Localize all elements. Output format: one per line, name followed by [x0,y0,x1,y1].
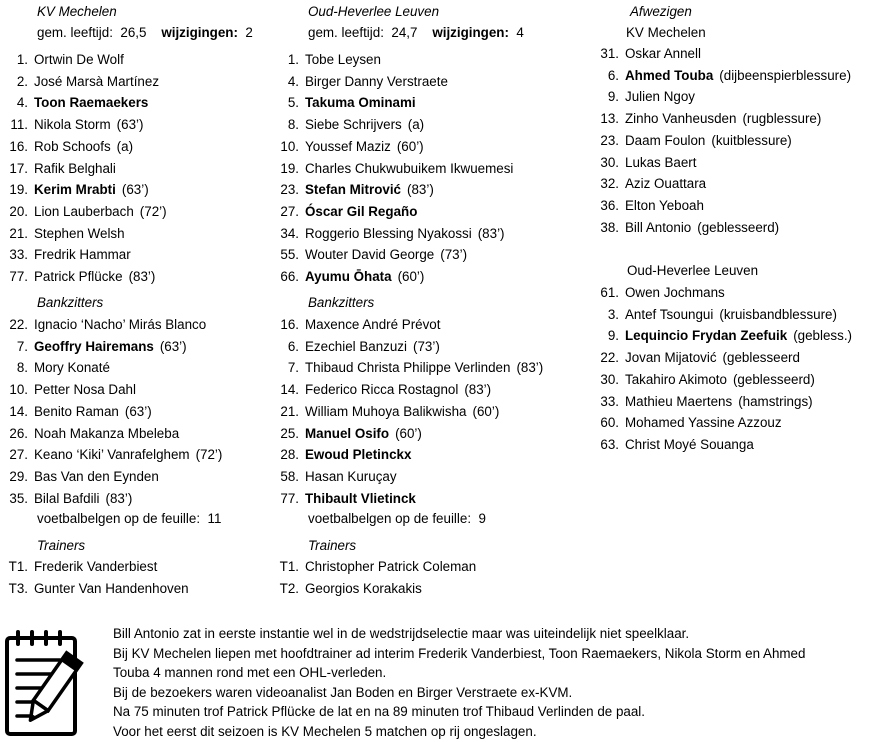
player-row [590,175,706,193]
player-name: Ayumu Ōhata [305,269,392,284]
player-row [270,160,513,178]
home-bench-heading: Bankzitters [37,295,104,310]
player-number: 8. [287,117,299,133]
player-name: Roggerio Blessing Nyakossi [305,225,472,241]
player-name: Georgios Korakakis [305,580,422,596]
player-name: Youssef Maziz [305,138,391,154]
player-name: Thibaud Christa Philippe Verlinden [305,360,511,376]
belgians-count: 11 [207,511,222,526]
player-note: (geblesseerd [722,350,800,366]
player-number: 9. [607,328,619,344]
player-row [590,284,725,302]
player-number: 6. [287,338,299,354]
player-row [270,138,424,156]
player-name: Stephen Welsh [34,225,125,241]
home-team-name: KV Mechelen [37,4,117,19]
player-row [590,306,837,324]
player-name: Fredrik Hammar [34,247,131,263]
home-trainers-heading: Trainers [37,538,86,553]
player-row [590,327,852,345]
player-name: Owen Jochmans [625,285,725,300]
player-name: Bill Antonio [625,219,692,235]
player-name: Benito Raman [34,403,119,419]
player-note: (60’) [395,425,422,441]
player-name: Lequincio Frydan Zeefuik [625,328,788,344]
player-name: Rafik Belghali [34,160,116,176]
player-name: Oskar Annell [625,46,701,61]
player-name: Manuel Osifo [305,425,390,441]
player-row [270,246,467,264]
player-name: Elton Yeboah [625,197,704,213]
player-row [0,225,125,243]
player-note: (83’) [105,490,133,506]
player-number: 16. [9,138,28,154]
belgians-label: voetbalbelgen op de feuille: [308,511,472,526]
player-number: 31. [600,46,619,61]
player-number: 7. [16,338,28,354]
player-row [270,316,440,334]
home-belgians [37,510,221,528]
belgians-count: 9 [478,511,486,526]
player-number: 28. [280,447,299,463]
player-number: 23. [280,182,299,198]
player-row [0,73,159,91]
player-row [270,225,505,243]
avg-age-label: gem. leeftijd: [308,25,384,40]
absentees-home-team: KV Mechelen [626,25,706,40]
player-note: (geblesseerd) [732,371,815,387]
player-row [0,403,152,421]
player-note: (a) [407,117,425,133]
player-number: 60. [600,415,619,431]
player-note: (63’) [121,182,149,198]
player-number: 7. [287,360,299,376]
player-name: Hasan Kuruçay [305,468,397,484]
player-note: (72’) [139,203,167,219]
player-number: 35. [9,490,28,506]
player-number: 32. [600,176,619,192]
absentees-away-team: Oud-Heverlee Leuven [627,263,759,278]
player-number: T1. [8,559,28,574]
player-row [0,558,157,576]
player-row [0,338,187,356]
player-name: Siebe Schrijvers [305,117,402,133]
player-note: (73’) [412,338,440,354]
player-number: T2. [279,580,299,596]
player-row [270,338,440,356]
player-note: (63’) [124,403,152,419]
player-row [590,132,792,150]
player-row [590,219,779,237]
player-row [270,425,422,443]
player-number: 34. [280,225,299,241]
player-number: 26. [9,425,28,441]
player-name: Ortwin De Wolf [34,52,124,67]
away-bench-heading: Bankzitters [308,295,375,310]
player-number: 55. [280,247,299,263]
player-row [0,181,149,199]
player-name: Wouter David George [305,247,435,263]
note-line: Bill Antonio zat in eerste instantie wel in de wedstrijdselectie maar was uiteindelijk niet speelklaar. [113,626,690,641]
player-row [590,349,800,367]
player-number: 33. [600,393,619,409]
player-note: (83’) [477,225,505,241]
player-name: Zinho Vanheusden [625,111,737,127]
player-number: 3. [607,306,619,322]
player-name: Federico Ricca Rostagnol [305,382,459,398]
player-row [0,203,167,221]
changes-label: wijzigingen: [161,25,238,40]
player-number: 17. [9,160,28,176]
player-row [590,110,821,128]
player-row [0,490,132,508]
player-name: Mathieu Maertens [625,393,733,409]
player-note: (a) [116,138,134,154]
player-row [270,203,417,221]
player-row [590,154,696,172]
player-row [0,446,222,464]
player-number: 13. [600,111,619,127]
player-number: 9. [607,89,619,105]
player-row [270,381,491,399]
player-row [590,45,701,63]
player-row [0,51,124,69]
player-row [0,138,133,156]
player-name: Ignacio ‘Nacho’ Mirás Blanco [34,317,207,332]
player-number: 30. [600,154,619,170]
player-number: 14. [9,403,28,419]
match-notes [113,624,863,742]
player-name: Ezechiel Banzuzi [305,338,407,354]
player-row [270,73,448,91]
player-number: 33. [9,247,28,263]
player-name: Maxence André Prévot [305,317,441,332]
player-number: 11. [10,117,28,133]
player-row [0,381,136,399]
player-name: Ewoud Pletinckx [305,447,412,463]
player-name: Keano ‘Kiki’ Vanrafelghem [34,447,190,463]
player-number: 19. [280,160,299,176]
player-number: 22. [9,317,28,332]
player-name: Bas Van den Eynden [34,468,159,484]
player-row [270,359,543,377]
player-name: Bilal Bafdili [34,490,100,506]
avg-age-label: gem. leeftijd: [37,25,113,40]
player-row [270,558,476,576]
player-note: (63’) [159,338,187,354]
player-name: Aziz Ouattara [625,176,707,192]
player-row [0,425,179,443]
player-row [0,316,206,334]
player-name: Patrick Pflücke [34,269,123,284]
player-name: Christopher Patrick Coleman [305,559,477,574]
player-row [270,403,499,421]
player-number: 5. [287,95,299,111]
player-note: (hamstrings) [738,393,813,409]
player-number: 21. [280,403,299,419]
player-number: 4. [16,95,28,111]
player-number: 4. [287,73,299,89]
away-trainers-heading: Trainers [308,538,357,553]
player-row [0,116,143,134]
player-number: 22. [600,350,619,366]
absentees-title: Afwezigen [630,4,692,19]
player-note: (83’) [128,269,156,284]
player-number: 30. [600,371,619,387]
player-name: Thibault Vlietinck [305,490,416,506]
note-line: Bij de bezoekers waren videoanalist Jan Boden en Birger Verstraete ex-KVM. [113,684,573,700]
player-note: (83’) [406,182,434,198]
player-note: (gebless.) [793,328,852,344]
player-row [0,580,189,598]
player-name: Frederik Vanderbiest [34,559,158,574]
player-number: 6. [607,67,619,83]
player-number: 66. [280,269,299,284]
player-note: (72’) [195,447,223,463]
player-row [270,116,424,134]
player-row [0,359,110,377]
player-number: 36. [600,197,619,213]
player-row [0,246,131,264]
player-number: T3. [8,580,28,596]
player-row [590,67,851,85]
player-name: Nikola Storm [34,117,111,133]
player-name: Julien Ngoy [625,89,695,105]
player-name: Rob Schoofs [34,138,111,154]
player-name: Daam Foulon [625,132,706,148]
player-note: (60’) [396,138,424,154]
player-number: 10. [280,138,299,154]
player-name: Stefan Mitrović [305,182,401,198]
player-row [590,88,695,106]
player-note: (kuitblessure) [711,132,792,148]
player-note: (63’) [116,117,144,133]
player-name: Gunter Van Handenhoven [34,580,189,596]
player-name: Geoffry Hairemans [34,338,154,354]
player-row [590,436,754,454]
player-name: Christ Moyé Souanga [625,436,754,452]
home-team-stats [37,24,253,42]
player-row [0,160,116,178]
player-name: Toon Raemaekers [34,95,149,111]
player-name: Takahiro Akimoto [625,371,727,387]
changes-value: 2 [245,25,253,40]
player-number: 61. [600,285,619,300]
changes-value: 4 [516,25,524,40]
player-row [0,94,148,112]
player-row [590,393,813,411]
player-row [270,94,416,112]
player-note: (60’) [397,269,425,284]
player-number: 38. [600,219,619,235]
player-name: Antef Tsoungui [625,306,714,322]
player-name: Takuma Ominami [305,95,416,111]
player-name: Mory Konaté [34,360,110,376]
player-row [270,51,381,69]
player-row [590,371,815,389]
player-row [270,181,434,199]
player-number: 21. [9,225,28,241]
player-number: 8. [16,360,28,376]
note-line: Voor het eerst dit seizoen is KV Mechelen 5 matchen op rij ongeslagen. [113,723,537,739]
player-name: Petter Nosa Dahl [34,382,136,398]
away-belgians [308,510,486,528]
avg-age-value: 24,7 [391,25,418,40]
player-name: Birger Danny Verstraete [305,73,448,89]
player-name: Mohamed Yassine Azzouz [625,415,782,431]
player-note: (dijbeenspierblessure) [719,67,852,83]
belgians-label: voetbalbelgen op de feuille: [37,511,201,526]
player-number: 63. [600,436,619,452]
player-row [590,414,782,432]
player-number: 29. [9,468,28,484]
player-row [270,468,397,486]
avg-age-value: 26,5 [120,25,147,40]
note-line: Na 75 minuten trof Patrick Pflücke de lat en na 89 minuten trof Thibaud Verlinden de paal. [113,704,645,720]
player-number: 10. [9,382,28,398]
player-number: 25. [280,425,299,441]
player-name: Óscar Gil Regaño [305,203,418,219]
player-note: (83’) [516,360,544,376]
player-row [0,468,159,486]
player-note: (60’) [472,403,500,419]
player-name: Jovan Mijatović [625,350,717,366]
player-number: 16. [280,317,299,332]
player-name: Lion Lauberbach [34,203,134,219]
player-number: 1. [16,52,28,67]
player-name: Charles Chukwubuikem Ikwuemesi [305,160,514,176]
player-note: (rugblessure) [742,111,822,127]
player-note: (kruisbandblessure) [719,306,837,322]
player-name: Noah Makanza Mbeleba [34,425,180,441]
player-note: (73’) [440,247,468,263]
player-row [270,268,424,286]
player-number: 77. [280,490,299,506]
player-name: William Muhoya Balikwisha [305,403,467,419]
player-note: (83’) [464,382,492,398]
player-note: (geblesseerd) [697,219,780,235]
player-number: 19. [9,182,28,198]
player-name: Tobe Leysen [305,52,381,67]
notepad-pen-icon [4,628,98,738]
away-team-stats [308,24,524,42]
player-number: 77. [9,269,28,284]
player-name: José Marsà Martínez [34,73,160,89]
note-line: Touba 4 mannen rond met een OHL-verleden. [113,665,387,681]
player-number: 27. [9,447,28,463]
changes-label: wijzigingen: [432,25,509,40]
player-number: 58. [280,468,299,484]
player-number: T1. [279,559,299,574]
player-name: Lukas Baert [625,154,697,170]
away-team-name: Oud-Heverlee Leuven [308,4,440,19]
player-number: 1. [287,52,299,67]
player-number: 27. [280,203,299,219]
player-number: 14. [280,382,299,398]
player-number: 20. [9,203,28,219]
player-row [270,446,411,464]
player-number: 2. [16,73,28,89]
player-row [270,490,416,508]
note-line: Bij KV Mechelen liepen met hoofdtrainer ad interim Frederik Vanderbiest, Toon Raemaekers, Nikola Storm en Ahmed [113,645,806,661]
player-row [270,580,422,598]
player-row [0,268,155,286]
player-row [590,197,704,215]
player-name: Ahmed Touba [625,67,714,83]
player-name: Kerim Mrabti [34,182,116,198]
player-number: 23. [600,132,619,148]
